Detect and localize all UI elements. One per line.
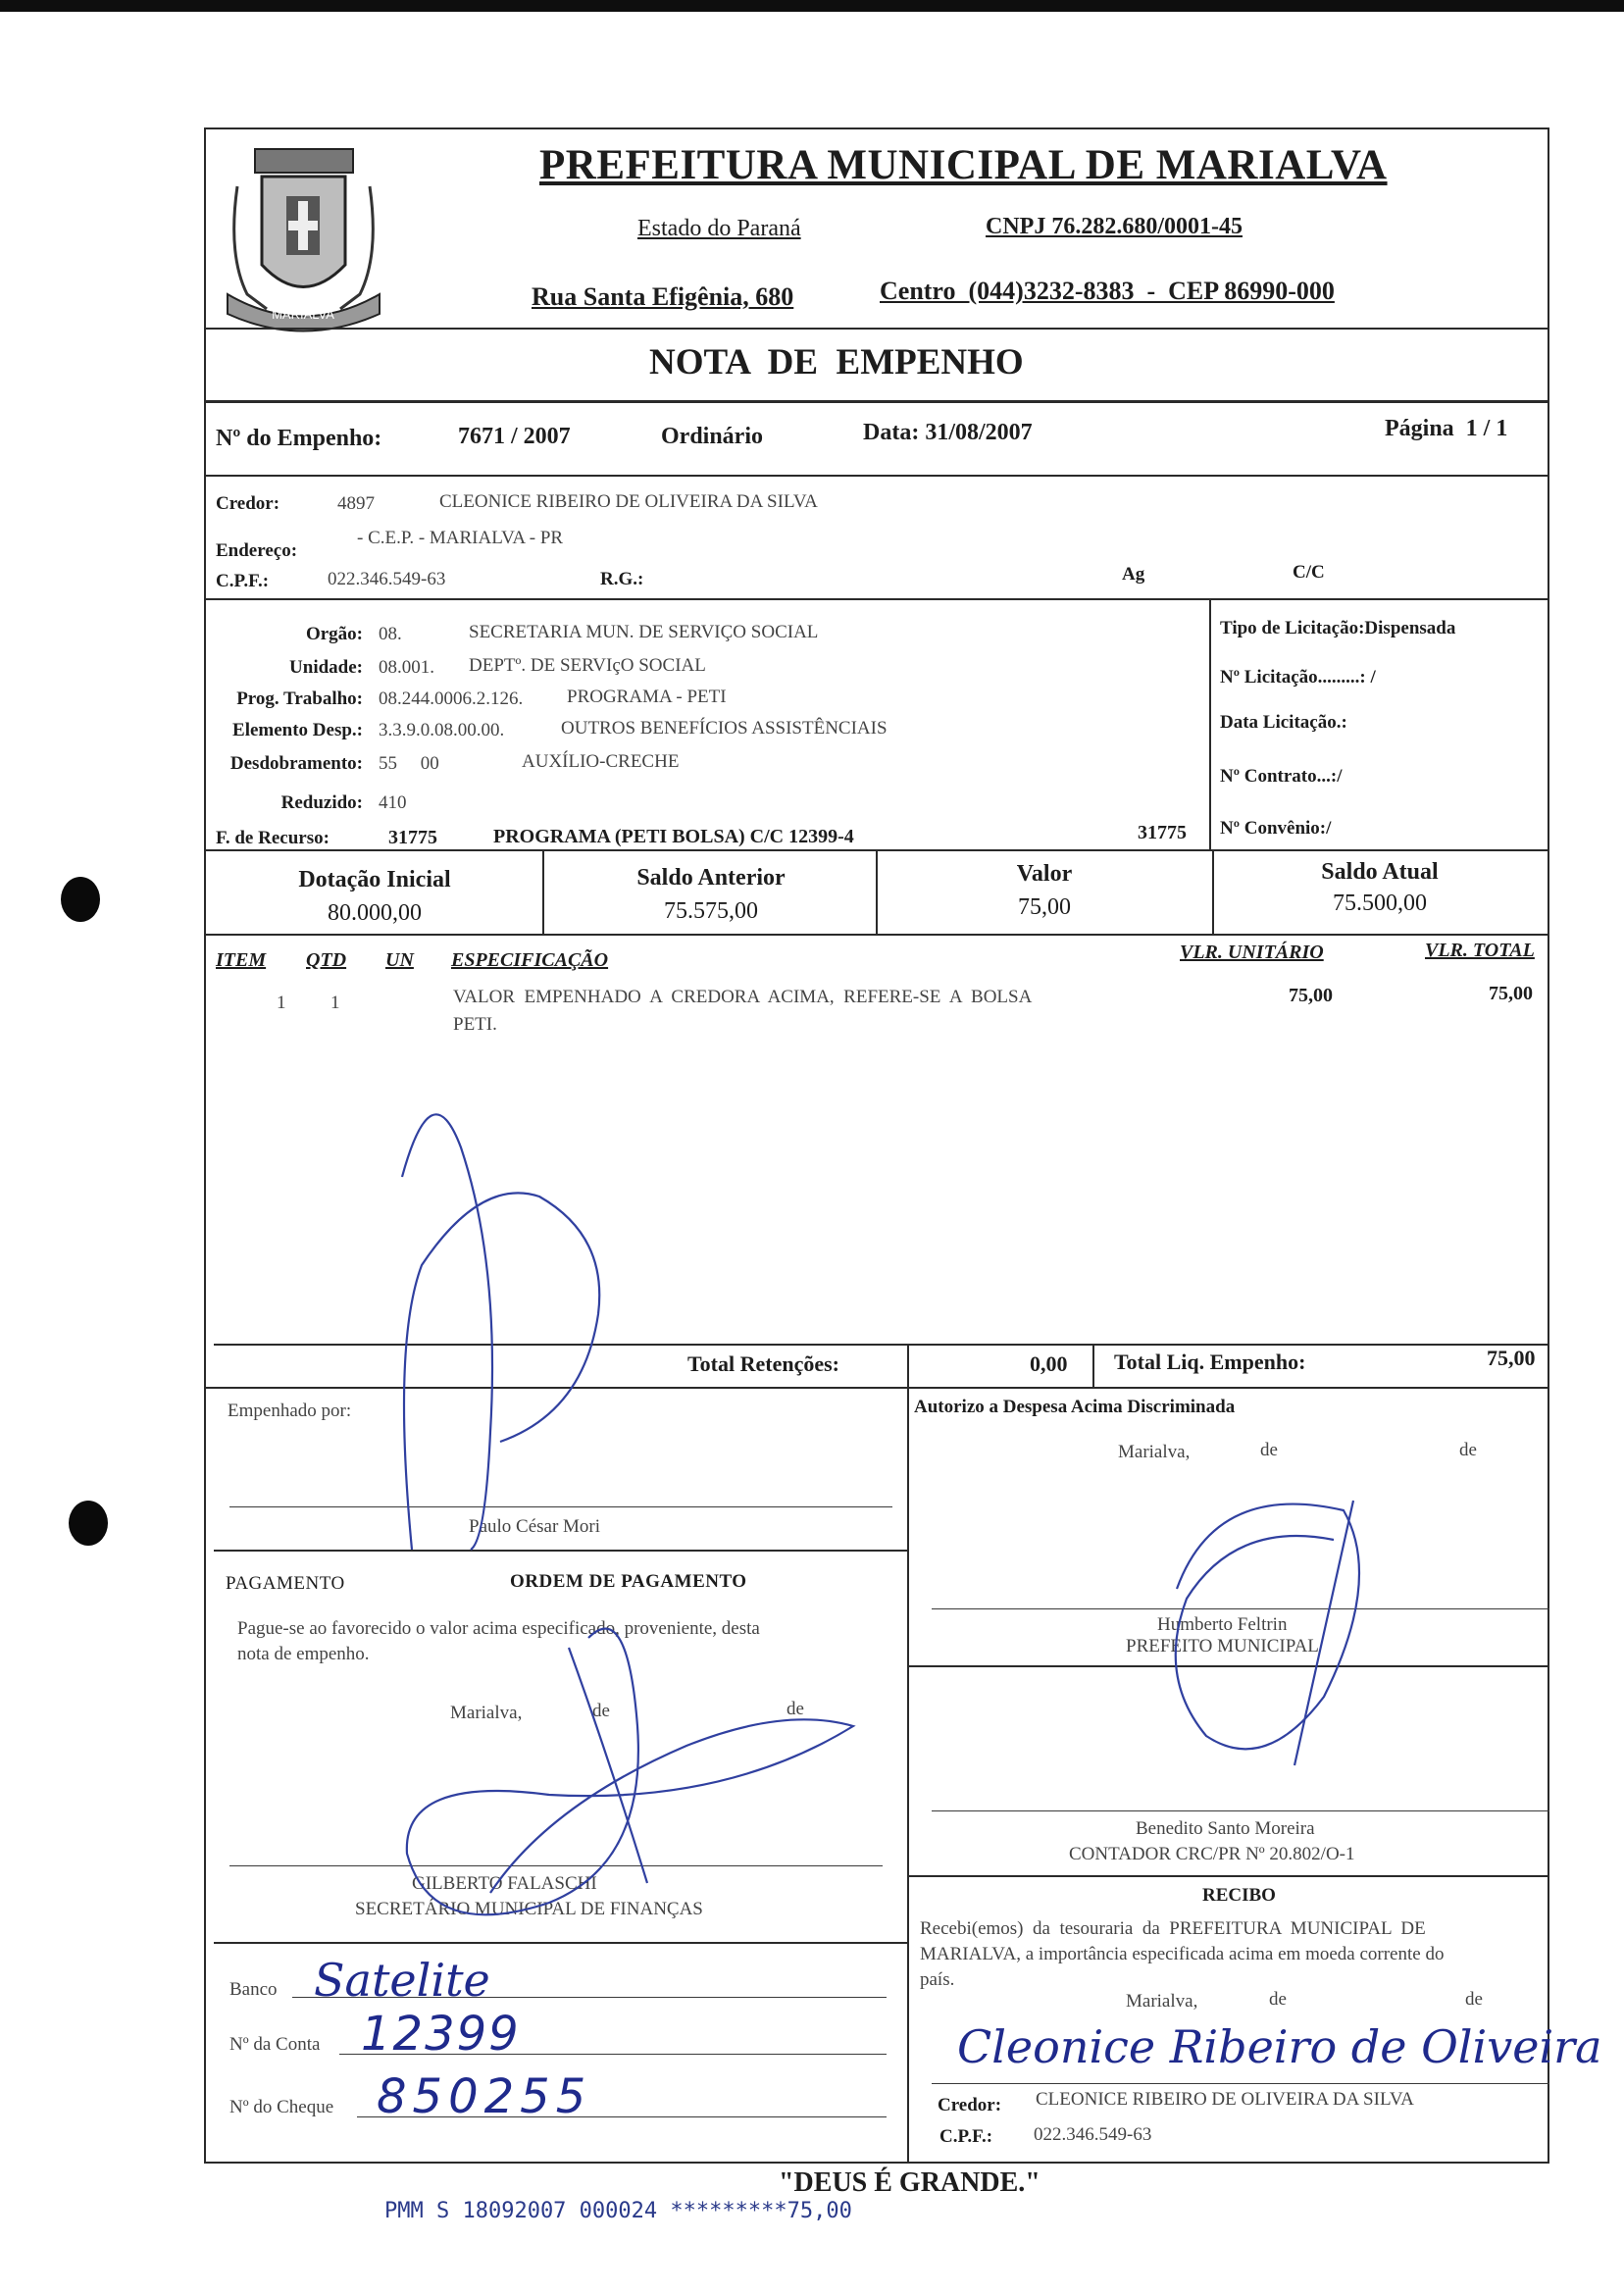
col-unit: VLR. UNITÁRIO (1180, 942, 1324, 963)
col-qtd: QTD (306, 949, 347, 971)
empenho-number: 7671 / 2007 (458, 424, 571, 449)
document-title: NOTA DE EMPENHO (649, 342, 1024, 382)
empenho-type: Ordinário (661, 424, 764, 449)
dotacao-inicial-value: 80.000,00 (328, 900, 422, 926)
autorizo-de-1: de (1260, 1440, 1278, 1460)
prefeito-title: PREFEITO MUNICIPAL (1126, 1636, 1319, 1656)
credor-name: CLEONICE RIBEIRO DE OLIVEIRA DA SILVA (439, 491, 818, 512)
dotacao-row-label: Unidade: (289, 657, 363, 678)
empenhado-name: Paulo César Mori (469, 1516, 601, 1537)
recibo-cpf-value: 022.346.549-63 (1034, 2124, 1152, 2145)
scan-top-edge (0, 0, 1624, 12)
item-unit-value: 75,00 (1289, 985, 1333, 1006)
recurso-code-2: 31775 (1138, 822, 1187, 843)
retencoes-value: 0,00 (1030, 1351, 1068, 1376)
rg-label: R.G.: (600, 569, 644, 589)
recibo-signature: Cleonice Ribeiro de Oliveira (957, 2020, 1602, 2073)
recibo-de-2: de (1465, 1989, 1483, 2010)
empenhado-label: Empenhado por: (228, 1401, 352, 1421)
cc-label: C/C (1293, 562, 1325, 583)
cheque-value: 850255 (377, 2069, 592, 2124)
recibo-text-1: Recebi(emos) da tesouraria da PREFEITURA MUNICIPAL DE (920, 1918, 1426, 1939)
liquido-value: 75,00 (1487, 1346, 1536, 1370)
retencoes-label: Total Retenções: (687, 1351, 839, 1376)
saldo-atual-value: 75.500,00 (1333, 891, 1427, 916)
punch-hole-bottom (69, 1501, 108, 1546)
dotacao-row-label: Orgão: (305, 624, 363, 644)
item-spec-line-2: PETI. (453, 1014, 497, 1035)
header-title: PREFEITURA MUNICIPAL DE MARIALVA (539, 142, 1388, 188)
col-total: VLR. TOTAL (1425, 940, 1535, 961)
contador-name: Benedito Santo Moreira (1136, 1818, 1315, 1839)
col-un: UN (385, 949, 414, 971)
recurso-code: 31775 (388, 827, 437, 848)
secretario-title: SECRETÁRIO MUNICIPAL DE FINANÇAS (355, 1899, 703, 1919)
header-contact: Centro (044)3232-8383 - CEP 86990-000 (880, 277, 1335, 305)
coat-of-arms-text: MARIALVA (272, 307, 334, 322)
coat-of-arms-icon (208, 137, 399, 338)
dotacao-row-desc: PROGRAMA - PETI (567, 687, 727, 707)
item-number: 1 (277, 993, 286, 1013)
dotacao-row-code: 55 00 (379, 753, 439, 774)
pagamento-city: Marialva, (450, 1703, 523, 1723)
recibo-credor-label: Credor: (938, 2095, 1002, 2115)
saldo-anterior-value: 75.575,00 (664, 898, 758, 924)
prefeito-name: Humberto Feltrin (1157, 1614, 1288, 1635)
footer-motto: "DEUS É GRANDE." (779, 2167, 1040, 2198)
dotacao-row-label: Prog. Trabalho: (236, 688, 363, 709)
recibo-text-3: país. (920, 1969, 955, 1990)
page-number: Página 1 / 1 (1385, 416, 1508, 441)
recurso-label: F. de Recurso: (216, 828, 330, 848)
conta-value: 12399 (361, 2007, 521, 2062)
header-address: Rua Santa Efigênia, 680 (532, 282, 794, 311)
valor-value: 75,00 (1018, 894, 1071, 920)
ordem-pagamento-label: ORDEM DE PAGAMENTO (510, 1571, 747, 1592)
licitacao-numero: Nº Licitação.........: / (1220, 667, 1376, 688)
dotacao-inicial-label: Dotação Inicial (298, 867, 451, 892)
item-spec-line-1: VALOR EMPENHADO A CREDORA ACIMA, REFERE-SE A BOLSA (453, 987, 1033, 1007)
header-state: Estado do Paraná (637, 216, 801, 241)
dotacao-row-code: 3.3.9.0.08.00.00. (379, 720, 505, 740)
dotacao-row-code: 410 (379, 792, 407, 813)
ag-label: Ag (1122, 564, 1145, 585)
dotacao-row-desc: SECRETARIA MUN. DE SERVIÇO SOCIAL (469, 622, 819, 642)
col-item: ITEM (216, 949, 267, 971)
signature-prefeito (1157, 1481, 1373, 1785)
dotacao-row-code: 08.244.0006.2.126. (379, 688, 524, 709)
liquido-label: Total Liq. Empenho: (1114, 1350, 1306, 1374)
autorizo-label: Autorizo a Despesa Acima Discriminada (914, 1397, 1236, 1417)
item-qtd: 1 (330, 993, 340, 1013)
recibo-text-2: MARIALVA, a importância especificada acima em moeda corrente do (920, 1944, 1445, 1964)
dotacao-row-code: 08.001. (379, 657, 434, 678)
dotacao-row-label: Desdobramento: (229, 753, 363, 774)
credor-code: 4897 (337, 493, 375, 514)
endereco-value: - C.E.P. - MARIALVA - PR (357, 528, 564, 548)
licitacao-tipo: Tipo de Licitação:Dispensada (1220, 618, 1456, 638)
convenio-numero: Nº Convênio:/ (1220, 818, 1332, 839)
contrato-numero: Nº Contrato...:/ (1220, 766, 1343, 787)
pagamento-text-1: Pague-se ao favorecido o valor acima especificado, proveniente, desta (237, 1618, 760, 1639)
secretario-name: GILBERTO FALASCHI (412, 1873, 597, 1894)
dotacao-row-label: Elemento Desp.: (232, 720, 363, 740)
banco-value: Satelite (314, 1954, 490, 2007)
pagamento-de-2: de (787, 1699, 804, 1719)
recibo-credor-name: CLEONICE RIBEIRO DE OLIVEIRA DA SILVA (1036, 2089, 1414, 2110)
item-total-value: 75,00 (1489, 983, 1533, 1004)
footer-payment-stamp: PMM S 18092007 000024 *********75,00 (384, 2199, 852, 2223)
dotacao-row-label: Reduzido: (280, 792, 363, 813)
autorizo-city: Marialva, (1118, 1442, 1191, 1462)
recibo-city: Marialva, (1126, 1991, 1198, 2012)
header-cnpj: CNPJ 76.282.680/0001-45 (986, 214, 1243, 239)
saldo-atual-label: Saldo Atual (1321, 859, 1439, 885)
cheque-label: Nº do Cheque (229, 2097, 334, 2117)
pagamento-text-2: nota de empenho. (237, 1644, 370, 1664)
credor-label: Credor: (216, 493, 280, 514)
pagamento-de-1: de (592, 1701, 610, 1721)
empenho-number-label: Nº do Empenho: (216, 426, 382, 451)
punch-hole-top (61, 877, 100, 922)
signature-empenhado (373, 1089, 628, 1559)
dotacao-row-desc: OUTROS BENEFÍCIOS ASSISTÊNCIAIS (561, 718, 888, 739)
conta-label: Nº da Conta (229, 2034, 321, 2055)
endereco-label: Endereço: (216, 540, 298, 561)
empenho-date: Data: 31/08/2007 (863, 420, 1033, 445)
licitacao-data: Data Licitação.: (1220, 712, 1347, 733)
valor-label: Valor (1016, 861, 1073, 887)
recibo-de-1: de (1269, 1989, 1287, 2010)
pagamento-label: PAGAMENTO (226, 1573, 345, 1594)
banco-label: Banco (229, 1979, 278, 2000)
recurso-desc: PROGRAMA (PETI BOLSA) C/C 12399-4 (493, 826, 854, 847)
autorizo-de-2: de (1459, 1440, 1477, 1460)
col-espec: ESPECIFICAÇÃO (451, 949, 609, 971)
signature-secretario (392, 1608, 863, 1942)
dotacao-row-desc: DEPTº. DE SERVIçO SOCIAL (469, 655, 706, 676)
dotacao-row-desc: AUXÍLIO-CRECHE (522, 751, 680, 772)
recibo-title: RECIBO (1202, 1885, 1276, 1906)
contador-title: CONTADOR CRC/PR Nº 20.802/O-1 (1069, 1844, 1355, 1864)
dotacao-row-code: 08. (379, 624, 402, 644)
recibo-cpf-label: C.P.F.: (939, 2126, 993, 2147)
cpf-label: C.P.F.: (216, 571, 270, 591)
cpf-value: 022.346.549-63 (328, 569, 446, 589)
saldo-anterior-label: Saldo Anterior (636, 865, 786, 891)
